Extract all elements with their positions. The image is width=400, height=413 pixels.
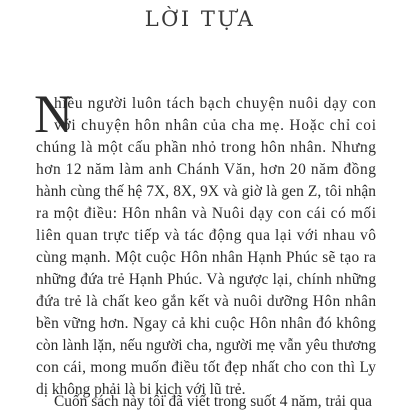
paragraph-line: đứa trẻ là chất keo gắn kết và nuôi dưỡng Hôn nhân (36, 293, 377, 310)
paragraph-line: bền vững hơn. Ngay cả khi cuộc Hôn nhân đó không (36, 315, 377, 332)
paragraph-line: ra một điều: Hôn nhân và Nuôi dạy con cái có mối (36, 205, 377, 222)
paragraph-line: những đứa trẻ Hạnh Phúc. Và ngược lại, chính những (36, 271, 377, 288)
paragraph-line: con cái, mong muốn điều tốt đẹp nhất cho con thì Ly (36, 359, 377, 376)
paragraph-line: chúng là một cấu phần nhỏ trong hôn nhân. Nhưng (36, 139, 377, 156)
paragraph-line: cùng mạnh. Một cuộc Hôn nhân Hạnh Phúc sẽ tạo ra (36, 249, 377, 266)
paragraph-line: hành cùng thế hệ 7X, 8X, 9X và giờ là gen Z, tôi nhận (36, 183, 377, 200)
paragraph-line: hiều người luôn tách bạch chuyện nuôi dạy con (54, 95, 377, 112)
paragraph-line: liên quan trực tiếp và tác động qua lại với nhau vô (36, 227, 377, 244)
paragraph-line: hơn 12 năm làm anh Chánh Văn, hơn 20 năm đồng (36, 161, 377, 178)
paragraph (36, 93, 376, 401)
next-paragraph-line: Cuốn sách này tôi đã viết trong suốt 4 năm, trải qua (54, 393, 373, 410)
paragraph-line: dị không phải là bi kịch với lũ trẻ. (36, 381, 246, 398)
page-title: LỜI TỰA (144, 7, 256, 31)
paragraph-line: với chuyện hôn nhân của cha mẹ. Hoặc chỉ coi (54, 117, 377, 134)
paragraph-line: còn lành lặn, nếu người cha, người mẹ vẫn yêu thương (36, 337, 377, 354)
drop-cap: N (34, 84, 73, 144)
